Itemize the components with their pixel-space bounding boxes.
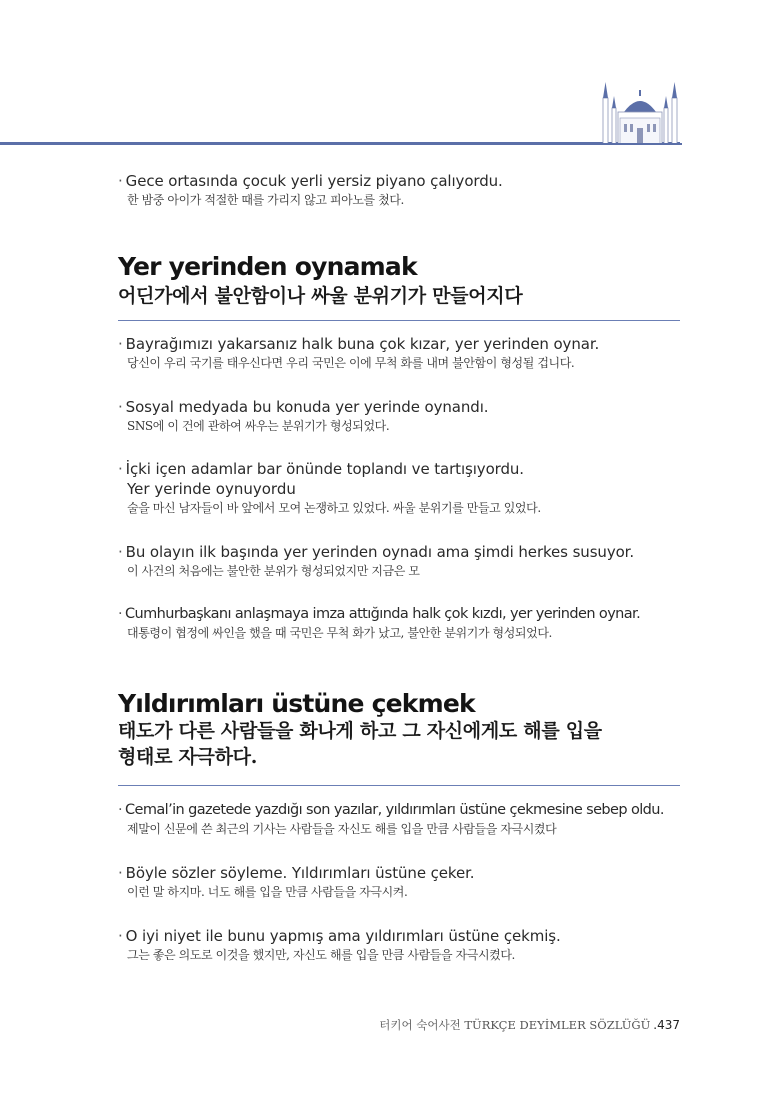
example-turkish: Gece ortasında çocuk yerli yersiz piyano çalıyordu. — [125, 172, 503, 190]
mosque-icon — [598, 78, 682, 146]
bullet-dot: · — [118, 927, 123, 945]
bullet-dot: · — [118, 543, 123, 561]
example-turkish: Bayrağımızı yakarsanız halk buna çok kızar, yer yerinden oynar. — [125, 335, 600, 353]
example-korean: 당신이 우리 국기를 태우신다면 우리 국민은 이에 무척 화를 내며 불안함이 형성될 겁니다. — [127, 356, 575, 370]
bullet-dot: · — [118, 460, 123, 478]
entry-title: Yer yerinden oynamak — [118, 252, 417, 281]
page-footer — [379, 1017, 680, 1033]
example-korean: 이런 말 하지마. 너도 해를 입을 만큼 사람들을 자극시켜. — [127, 885, 408, 899]
entry-meaning: 어딘가에서 불안함이나 싸울 분위기가 만들어지다 — [118, 285, 523, 307]
example-item — [118, 863, 683, 901]
example-item — [118, 604, 683, 642]
example-turkish-continued: Yer yerinde oynuyordu — [127, 480, 296, 498]
bullet-dot: · — [118, 606, 123, 622]
example-korean: 제말이 신문에 쓴 최근의 기사는 사람들을 자신도 해를 입을 만큼 사람들을 자극시켰다 — [127, 822, 557, 836]
bullet-dot: · — [118, 172, 123, 190]
example-item — [118, 800, 683, 838]
bullet-dot: · — [118, 802, 123, 818]
bullet-dot: · — [118, 398, 123, 416]
page-number: .437 — [653, 1018, 680, 1032]
entry-rule — [118, 320, 680, 321]
entry-rule — [118, 785, 680, 786]
example-turkish: Bu olayın ilk başında yer yerinden oynadı ama şimdi herkes susuyor. — [125, 543, 635, 561]
entry-meaning-continued: 형태로 자극하다. — [118, 746, 258, 768]
example-item — [118, 926, 683, 964]
example-item — [118, 334, 683, 372]
example-korean: SNS에 이 건에 관하여 싸우는 분위기가 형성되었다. — [127, 419, 390, 433]
example-turkish: Cumhurbaşkanı anlaşmaya imza attığında halk çok kızdı, yer yerinden oynar. — [125, 606, 641, 622]
example-turkish: Cemal’in gazetede yazdığı son yazılar, yıldırımları üstüne çekmesine sebep oldu. — [125, 802, 664, 818]
entry-meaning: 태도가 다른 사람들을 화나게 하고 그 자신에게도 해를 입을 — [118, 720, 602, 742]
example-turkish: Sosyal medyada bu konuda yer yerinde oynandı. — [125, 398, 489, 416]
example-turkish: Böyle sözler söyleme. Yıldırımları üstüne çeker. — [125, 864, 475, 882]
example-turkish: O iyi niyet ile bunu yapmış ama yıldırımları üstüne çekmiş. — [125, 927, 561, 945]
example-korean: 한 밤중 아이가 적절한 때를 가리지 않고 피아노를 쳤다. — [127, 193, 404, 207]
example-turkish: İçki içen adamlar bar önünde toplandı ve tartışıyordu. — [125, 460, 524, 478]
example-korean: 술을 마신 남자들이 바 앞에서 모여 논쟁하고 있었다. 싸울 분위기를 만들고 있었다. — [127, 501, 541, 515]
example-korean: 그는 좋은 의도로 이것을 했지만, 자신도 해를 입을 만큼 사람들을 자극시켰다. — [127, 948, 515, 962]
example-korean: 대통령이 협정에 싸인을 했을 때 국민은 무척 화가 났고, 불안한 분위기가 형성되었다. — [127, 626, 552, 640]
example-item — [118, 459, 683, 517]
bullet-dot: · — [118, 335, 123, 353]
footer-title: 터키어 숙어사전 TÜRKÇE DEYİMLER SÖZLÜĞÜ — [379, 1018, 651, 1032]
example-korean: 이 사건의 처음에는 불안한 분위가 형성되었지만 지금은 모 — [127, 564, 420, 578]
entry-title: Yıldırımları üstüne çekmek — [118, 689, 475, 718]
example-item — [118, 397, 683, 435]
intro-example — [118, 171, 683, 209]
bullet-dot: · — [118, 864, 123, 882]
header-rule — [0, 142, 680, 145]
example-item — [118, 542, 683, 580]
